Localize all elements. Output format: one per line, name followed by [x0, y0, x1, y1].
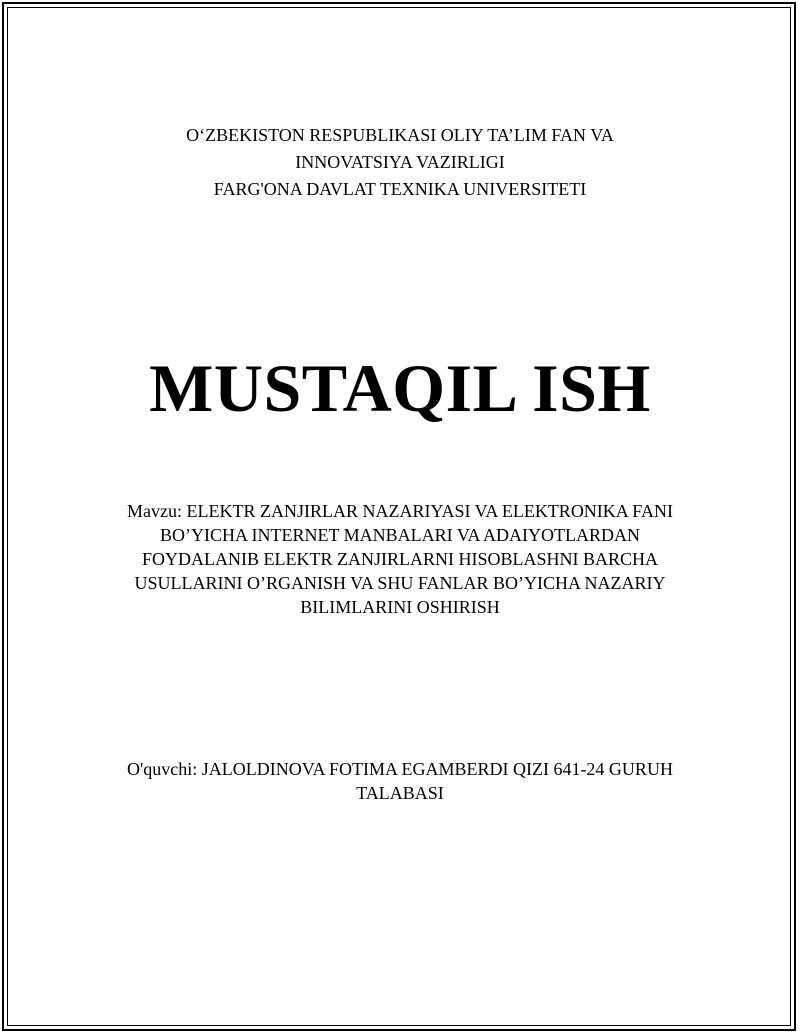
topic-text: ELEKTR ZANJIRLAR NAZARIYASI VA ELEKTRONIKA FANI BO’YICHA INTERNET MANBALARI VA ADAIYOTLARDAN FOYDALANIB ELEKTR ZANJIRLARNI HISOBLASHNI BARCHA USULLARINI O’RGANISH VA SHU FANLAR BO’YICHA NAZARIY BILIMLARINI OSHIRISH — [134, 501, 673, 617]
student-text: JALOLDINOVA FOTIMA EGAMBERDI QIZI 641-24 GURUH TALABASI — [201, 759, 673, 803]
student-label: O'quvchi: — [127, 759, 198, 779]
document-title: MUSTAQIL ISH — [149, 350, 651, 426]
topic-block — [100, 499, 700, 619]
topic-label: Mavzu: — [127, 501, 182, 521]
ministry-line-2: INNOVATSIYA VAZIRLIGI — [295, 152, 505, 172]
ministry-line-1: O‘ZBEKISTON RESPUBLIKASI OLIY TA’LIM FAN VA — [186, 125, 614, 145]
university-name: FARG'ONA DAVLAT TEXNIKA UNIVERSITETI — [213, 179, 587, 199]
student-block — [90, 757, 710, 805]
institution-header — [0, 122, 800, 203]
